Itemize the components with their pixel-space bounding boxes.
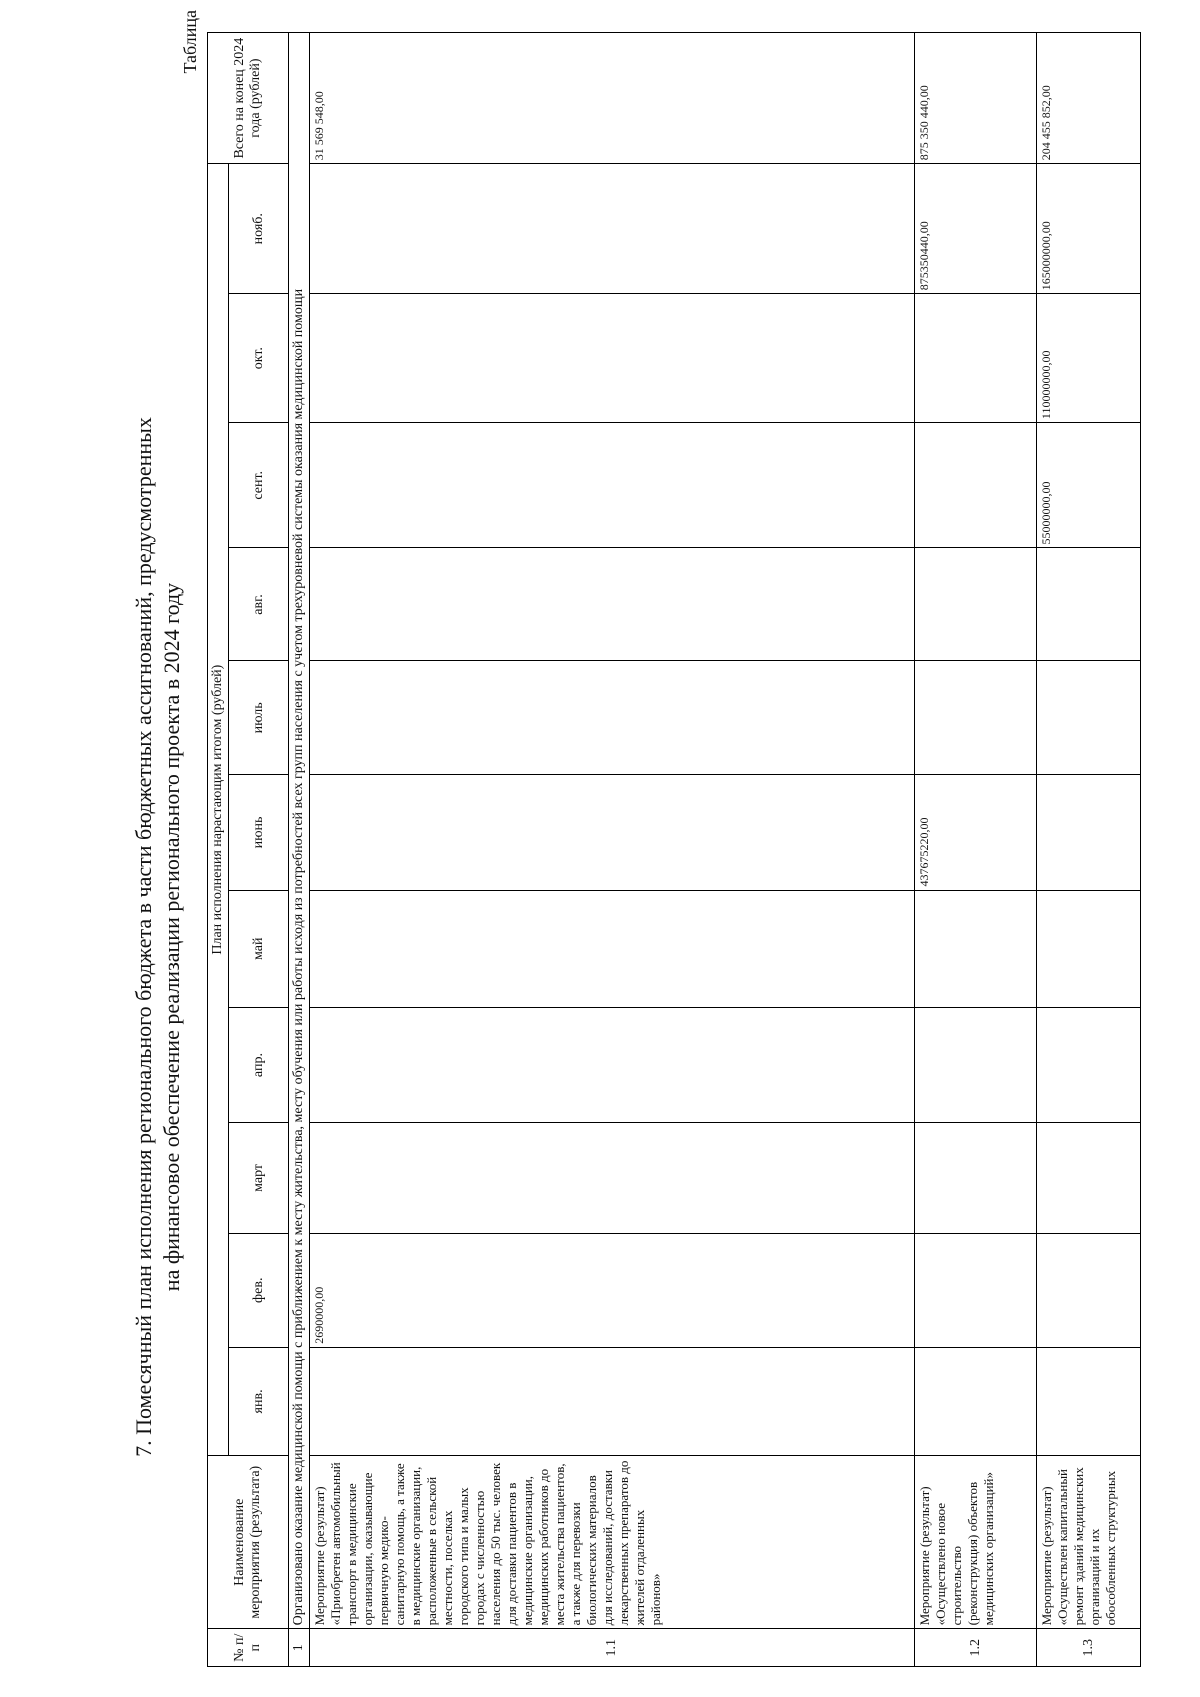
- header-month: фев.: [229, 1233, 289, 1347]
- header-month: март: [229, 1123, 289, 1234]
- month-cell: [310, 294, 915, 423]
- month-cell: [915, 1007, 1037, 1122]
- month-cell: [1037, 1347, 1141, 1455]
- header-month: авг.: [229, 548, 289, 661]
- row-name: Мероприятие (результат) «Приобретен автомобильный транспорт в медицинские организации, оказывающие первичную медико-санитарную помощь, а также в медицинские организации, расположенные в сельской местности, поселках городского типа и малых городах с численностью населения до 50 тыс. человек для доставки пациентов в медицинские организации, медицинских работников до места жительства пациентов, а также для перевозки биологических материалов для исследований, доставки лекарственных препаратов до жителей отдаленных районов»: [310, 1456, 915, 1629]
- month-cell: [310, 423, 915, 548]
- header-name: Наименование мероприятия (результата): [208, 1456, 289, 1629]
- row-num: 1.2: [915, 1629, 1037, 1667]
- total-cell: 875 350 440,00: [915, 33, 1037, 164]
- section-title: Организовано оказание медицинской помощи с приближением к месту жительства, месту обучения или работы исходя из потребностей всех групп населения с учетом трехуровневой системы оказания медицинской помощи: [289, 33, 310, 1629]
- header-month: сент.: [229, 423, 289, 548]
- month-cell: 437675220,00: [915, 775, 1037, 890]
- row-num: 1.3: [1037, 1629, 1141, 1667]
- month-cell: [1037, 775, 1141, 890]
- month-cell: [310, 164, 915, 294]
- month-cell: [1037, 548, 1141, 661]
- header-num: № п/п: [208, 1629, 289, 1667]
- header-month: нояб.: [229, 164, 289, 294]
- title-line-1: 7. Помесячный план исполнения регионального бюджета в части бюджетных ассигнований, предусмотренных: [131, 417, 156, 1457]
- month-cell: [310, 890, 915, 1007]
- month-cell: [915, 548, 1037, 661]
- section-row: [289, 33, 310, 1667]
- month-cell: [915, 1347, 1037, 1455]
- month-cell: [915, 1123, 1037, 1234]
- row-name: Мероприятие (результат) «Осуществлено новое строительство (реконструкция) объектов медицинских организаций»: [915, 1456, 1037, 1629]
- document-title: [130, 237, 186, 1637]
- header-row-2: [229, 33, 289, 1667]
- month-cell: 55000000,00: [1037, 423, 1141, 548]
- month-cell: [915, 661, 1037, 775]
- table-row: [1037, 33, 1141, 1667]
- header-month: окт.: [229, 294, 289, 423]
- month-cell: [915, 423, 1037, 548]
- header-month: июль: [229, 661, 289, 775]
- month-cell: [310, 1007, 915, 1122]
- row-num: 1.1: [310, 1629, 915, 1667]
- month-cell: [1037, 890, 1141, 1007]
- header-month: янв.: [229, 1347, 289, 1455]
- month-cell: [915, 1233, 1037, 1347]
- month-cell: 2690000,00: [310, 1233, 915, 1347]
- row-name: Мероприятие (результат) «Осуществлен капитальный ремонт зданий медицинских организаций и их обособленных структурных: [1037, 1456, 1141, 1629]
- month-cell: 110000000,00: [1037, 294, 1141, 423]
- header-month: июнь: [229, 775, 289, 890]
- month-cell: [310, 775, 915, 890]
- month-cell: [1037, 1233, 1141, 1347]
- month-cell: [1037, 1123, 1141, 1234]
- month-cell: [310, 661, 915, 775]
- table-row: [915, 33, 1037, 1667]
- month-cell: [1037, 1007, 1141, 1122]
- month-cell: 165000000,00: [1037, 164, 1141, 294]
- title-line-2: на финансовое обеспечение реализации регионального проекта в 2024 году: [159, 582, 184, 1292]
- month-cell: [915, 294, 1037, 423]
- header-month: май: [229, 890, 289, 1007]
- month-cell: [310, 1347, 915, 1455]
- month-cell: [310, 1123, 915, 1234]
- header-row-1: [208, 33, 229, 1667]
- budget-plan-table: [207, 32, 1141, 1667]
- month-cell: 875350440,00: [915, 164, 1037, 294]
- section-num: 1: [289, 1629, 310, 1667]
- month-cell: [915, 890, 1037, 1007]
- header-month: апр.: [229, 1007, 289, 1122]
- total-cell: 31 569 548,00: [310, 33, 915, 164]
- table-label: Таблица: [180, 10, 200, 74]
- table-row: [310, 33, 915, 1667]
- header-plan-group: План исполнения нарастающим итогом (рублей): [208, 164, 229, 1456]
- month-cell: [1037, 661, 1141, 775]
- month-cell: [310, 548, 915, 661]
- header-total: Всего на конец 2024 года (рублей): [208, 33, 289, 164]
- total-cell: 204 455 852,00: [1037, 33, 1141, 164]
